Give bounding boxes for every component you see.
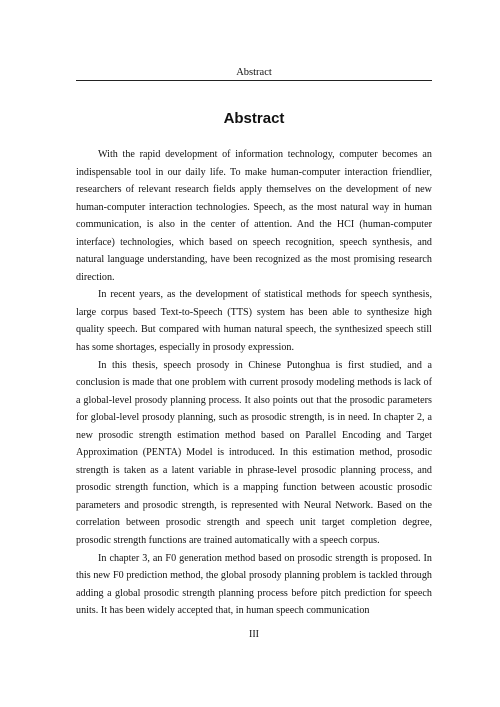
running-header: Abstract xyxy=(236,67,272,78)
paragraph: In recent years, as the development of statistical methods for speech synthesis, large corpus based Text-to-Speech (TTS) system has been able to synthesize high quality speech. But compared with human natural speech, the synthesized speech still has some shortages, especially in prosody expression. xyxy=(76,289,432,354)
page-number: III xyxy=(249,629,259,640)
page-title: Abstract xyxy=(223,110,285,127)
paragraph: In chapter 3, an F0 generation method based on prosodic strength is proposed. In this new F0 prediction method, the global prosody planning problem is tackled through adding a global prosodic strength planning process before pitch prediction for speech units. It has been widely accepted that, in human speech communication xyxy=(76,552,432,617)
paragraph: With the rapid development of information technology, computer becomes an indispensable tool in our daily life. To make human-computer interaction friendlier, researchers of relevant research fields apply themselves on the development of new human-computer interaction technologies. Speech, as the most natural way in human communication, is also in the center of attention. And the HCI (human-computer interface) technologies, which based on speech recognition, speech synthesis, and natural language understanding, have been recognized as the most promising research direction. xyxy=(76,149,432,283)
header-rule xyxy=(76,80,432,81)
abstract-body xyxy=(76,146,432,620)
paragraph: In this thesis, speech prosody in Chinese Putonghua is first studied, and a conclusion is made that one problem with current prosody modeling methods is lack of a global-level prosody planning process. It also points out that the prosodic parameters for global-level prosody planning, such as prosodic strength, is in need. In chapter 2, a new prosodic strength estimation method based on Parallel Encoding and Target Approximation (PENTA) Model is introduced. In this estimation method, prosodic strength is taken as a latent variable in phrase-level prosodic planning process, and prosodic strength function, which is a mapping function between acoustic prosodic parameters and prosodic strength, is represented with Neural Network. Based on the correlation between prosodic strength and speech unit target completion degree, prosodic strength functions are trained automatically with a speech corpus. xyxy=(76,359,432,547)
